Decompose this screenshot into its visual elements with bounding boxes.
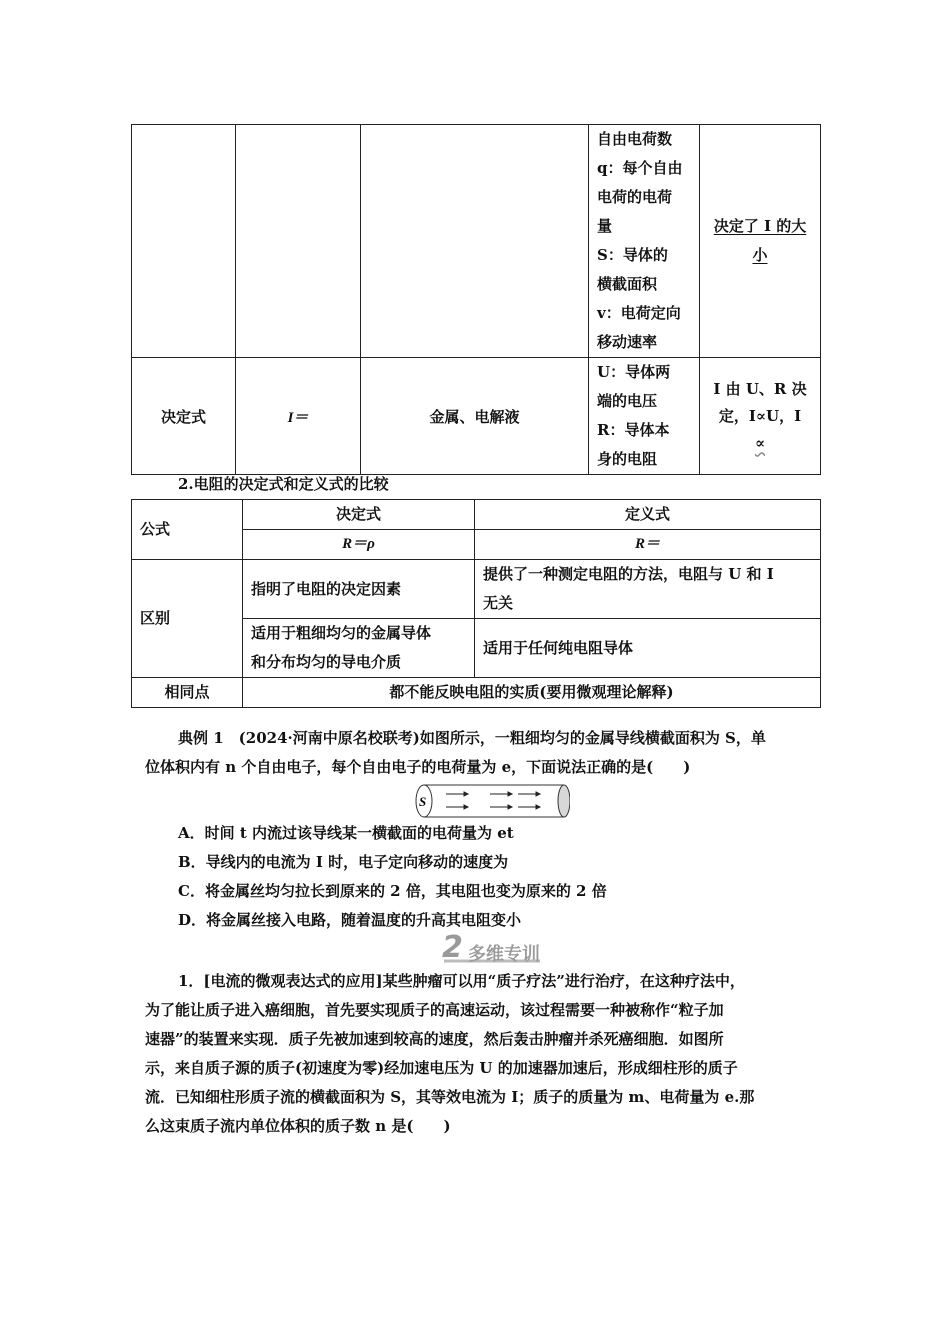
table-cell: 适用于任何纯电阻导体 [475,619,821,678]
scope-cell: 金属、电解液 [361,358,589,475]
cell-line: 电荷的电荷 [597,188,673,206]
cell-line: 自由电荷数 [597,130,673,148]
wire-body [424,785,564,817]
table-cell [243,619,475,678]
variable-description-cell [589,358,700,475]
section-title: 2.电阻的决定式和定义式的比较 [178,475,389,493]
note-line: 小 [752,246,768,264]
table-cell [475,560,821,619]
table-row [132,125,821,358]
question-line: 1．[电流的微观表达式的应用]某些肿瘤可以用“质子疗法”进行治疗，在这种疗法中， [178,972,745,990]
cross-section-label: S [419,794,427,809]
variable-description-cell [589,125,700,358]
cell-line: 端的电压 [597,392,658,410]
column-header: 定义式 [475,500,821,530]
decision-formula-cell: R＝ρ [243,530,475,560]
cell-line: S：导体的 [597,246,668,264]
wire-figure [412,782,570,820]
table-cell: 指明了电阻的决定因素 [243,560,475,619]
cell-line: 横截面积 [597,275,658,293]
cell-line: 提供了一种测定电阻的方法，电阻与 U 和 I [483,565,774,583]
table-cell [236,125,361,358]
same-label-cell: 相同点 [132,678,243,708]
option-a: A．时间 t 内流过该导线某一横截面的电荷量为 et [178,824,514,842]
note-line: 决定了 I 的大 [713,217,807,235]
table-row [132,560,821,619]
question-line: 流．已知细柱形质子流的横截面积为 S，其等效电流为 I；质子的质量为 m、电荷量为 e.那 [145,1088,755,1106]
cell-line: v：电荷定向 [597,304,681,322]
same-value-cell: 都不能反映电阻的实质(要用微观理论解释) [243,678,821,708]
table-row [132,678,821,708]
cell-line: 移动速率 [597,333,658,351]
formula-label-cell: 公式 [132,500,243,560]
table-cell [132,125,236,358]
difference-label-cell: 区别 [132,560,243,678]
question-line: 为了能让质子进入癌细胞，首先要实现质子的高速运动，该过程需要一种被称作“粒子加 [145,1001,724,1019]
wire-end [558,785,570,817]
cell-line: R：导体本 [597,421,670,439]
cell-line: 身的电阻 [597,450,658,468]
note-cell [700,125,821,358]
question-line: 示，来自质子源的质子(初速度为零)经加速电压为 U 的加速器加速后，形成细柱形的质子 [145,1059,738,1077]
cell-line: 和分布均匀的导电介质 [251,653,402,671]
formula-table-continued [131,124,821,475]
banner-text: 多维专训 [468,944,540,965]
definition-formula-cell: R＝ [475,530,821,560]
banner-number: 2 [442,930,463,965]
option-b: B．导线内的电流为 I 时，电子定向移动的速度为 [178,853,509,871]
cell-line: 量 [597,217,613,235]
column-header: 决定式 [243,500,475,530]
note-line: ∝ [754,433,766,452]
example-stem-line: 位体积内有 n 个自由电子，每个自由电子的电荷量为 e，下面说法正确的是( ) [145,758,691,776]
option-c: C．将金属丝均匀拉长到原来的 2 倍，其电阻也变为原来的 2 倍 [178,882,607,900]
option-d: D．将金属丝接入电路，随着温度的升高其电阻变小 [178,911,522,929]
note-cell [700,358,821,475]
cell-line: U：导体两 [597,363,671,381]
cell-line: q：每个自由 [597,159,683,177]
table-cell [361,125,589,358]
formula-name-cell: 决定式 [132,358,236,475]
resistance-comparison-table [131,499,821,708]
cell-line: 适用于粗细均匀的金属导体 [251,624,432,642]
cell-line: 无关 [483,594,514,612]
question-line: 么这束质子流内单位体积的质子数 n 是( ) [145,1117,451,1135]
note-line: I 由 U、R 决 [713,379,807,398]
section-banner [440,930,544,966]
note-line: 定，I∝U，I [718,406,802,425]
table-row [132,358,821,475]
example-stem-line: 典例 1 (2024·河南中原名校联考)如图所示，一粗细均匀的金属导线横截面积为 S，单 [178,729,766,747]
table-row [132,500,821,530]
question-line: 速器”的装置来实现．质子先被加速到较高的速度，然后轰击肿瘤并杀死癌细胞．如图所 [145,1030,724,1048]
formula-cell: I＝ [236,358,361,475]
